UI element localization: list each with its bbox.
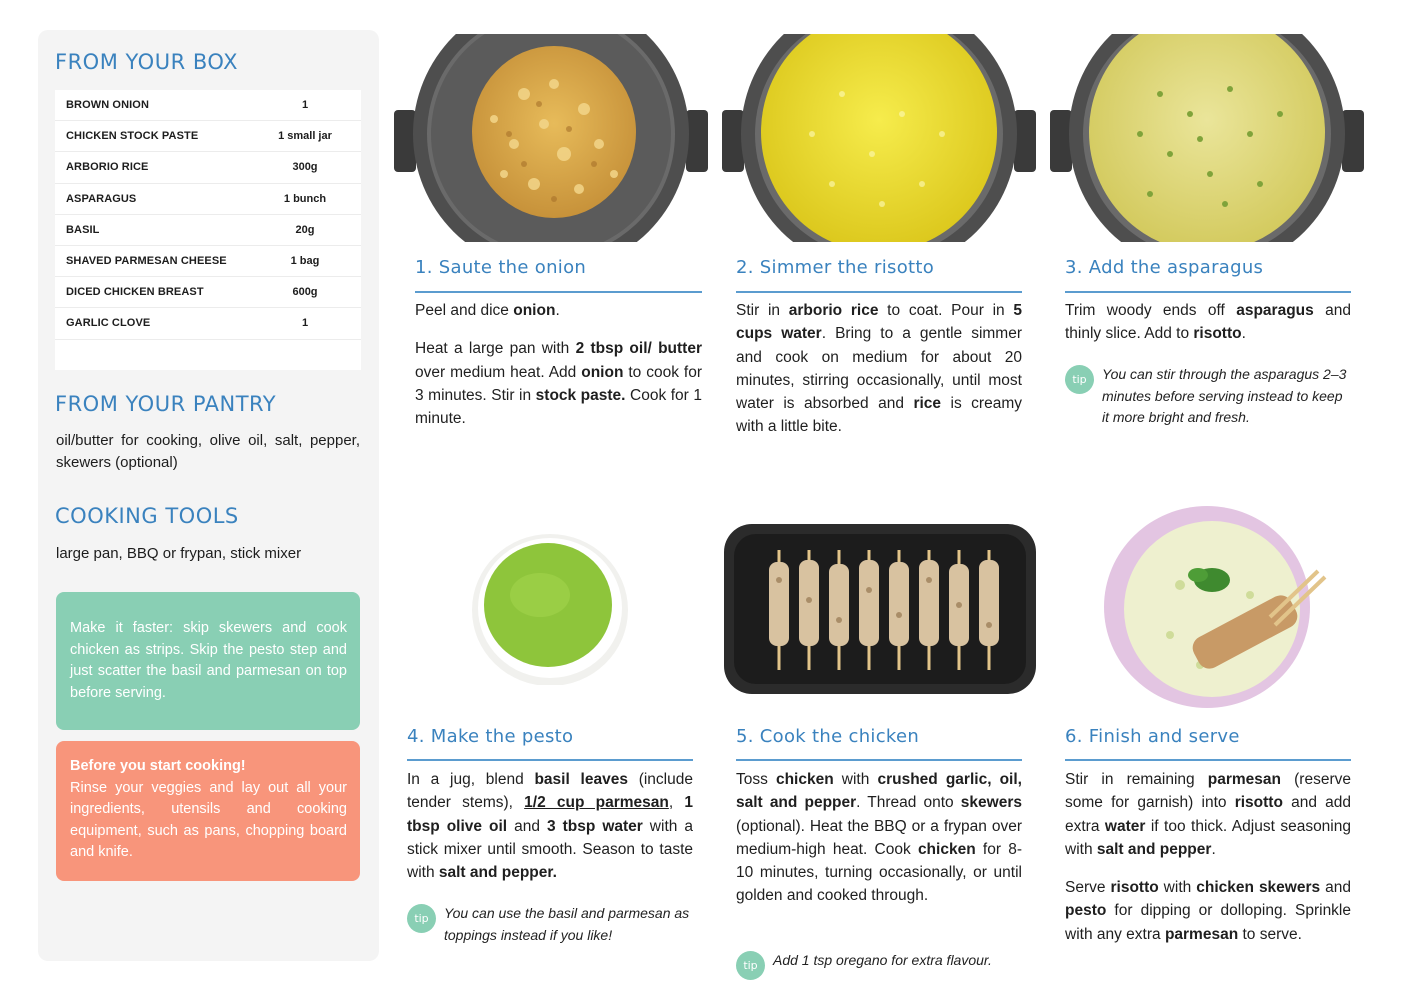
- table-row: [55, 121, 361, 152]
- risotto-simmer-photo: [722, 34, 1036, 242]
- step-4-tip: [407, 903, 697, 946]
- table-row: [55, 215, 361, 246]
- ingredient-name: ARBORIO RICE: [66, 161, 149, 174]
- cooking-tools-text: large pan, BBQ or frypan, stick mixer: [56, 545, 302, 562]
- step-5-text: [736, 768, 1022, 908]
- step-6-divider: [1065, 759, 1351, 761]
- pantry-text: oil/butter for cooking, olive oil, salt, pepper, skewers (optional): [56, 432, 360, 471]
- step-3-text: [1065, 299, 1351, 346]
- step-1-paragraph-1: Peel and dice onion.: [415, 302, 560, 319]
- table-row: [55, 246, 361, 277]
- ingredient-qty: 1: [301, 99, 309, 112]
- step-6-title: 6. Finish and serve: [1065, 726, 1240, 747]
- chicken-skewers-photo: [724, 520, 1036, 698]
- step-4-divider: [407, 759, 693, 761]
- finished-dish-photo: [1100, 505, 1330, 710]
- ingredient-name: BASIL: [66, 223, 100, 236]
- step-3-paragraph-1: Trim woody ends off asparagus and thinly slice. Add to risotto.: [1065, 302, 1351, 343]
- step-5-divider: [736, 759, 1022, 761]
- ingredients-table: [55, 90, 361, 370]
- tip-badge-icon: tip: [1065, 365, 1094, 394]
- step-4-title: 4. Make the pesto: [407, 726, 574, 747]
- step-2-text: [736, 299, 1022, 439]
- ingredient-qty: 20g: [295, 223, 315, 236]
- step-1-title: 1. Saute the onion: [415, 257, 587, 278]
- from-your-box-title: FROM YOUR BOX: [55, 50, 238, 74]
- step-3-tip-text: You can stir through the asparagus 2–3 minutes before serving instead to keep it more bright and fresh.: [1102, 366, 1347, 425]
- ingredient-name: DICED CHICKEN BREAST: [66, 286, 204, 299]
- table-row: [55, 184, 361, 215]
- ingredients-sidebar: [38, 30, 379, 961]
- step-2-divider: [736, 291, 1022, 293]
- step-5-title: 5. Cook the chicken: [736, 726, 920, 747]
- before-you-start-heading: Before you start cooking!: [70, 758, 246, 774]
- step-4-paragraph-1: In a jug, blend basil leaves (include tender stems), 1/2 cup parmesan, 1 tbsp olive oil and 3 tbsp water with a stick mixer until smooth. Season to taste with salt and pepper.: [407, 771, 693, 882]
- ingredient-name: BROWN ONION: [66, 99, 149, 112]
- ingredient-qty: 300g: [292, 161, 318, 174]
- step-5-tip-text: Add 1 tsp oregano for extra flavour.: [773, 952, 992, 968]
- step-6-paragraph-1: Stir in remaining parmesan (reserve some for garnish) into risotto and add extra water if too thick. Adjust seasoning with salt and pepper.: [1065, 771, 1351, 858]
- pesto-bowl-photo: [470, 530, 630, 685]
- ingredient-name: GARLIC CLOVE: [66, 317, 151, 330]
- step-3-title: 3. Add the asparagus: [1065, 257, 1264, 278]
- ingredient-qty: 1 bag: [290, 255, 320, 268]
- step-5-tip: [736, 950, 1026, 980]
- step-3-divider: [1065, 291, 1351, 293]
- step-6-text: [1065, 768, 1351, 946]
- before-you-start-text: Rinse your veggies and lay out all your ingredients, utensils and cooking equipment, such as pans, chopping board and knife.: [70, 779, 347, 860]
- table-row-empty: [55, 340, 361, 371]
- ingredient-qty: 1 small jar: [278, 130, 332, 143]
- tip-badge-icon: tip: [736, 951, 765, 980]
- step-2-paragraph-1: Stir in arborio rice to coat. Pour in 5 cups water. Bring to a gentle simmer and cook on medium for about 20 minutes, stirring occasionally, until most water is absorbed and rice is creamy with a little bite.: [736, 302, 1022, 436]
- ingredient-name: SHAVED PARMESAN CHEESE: [66, 255, 227, 268]
- make-it-faster-note: [56, 592, 360, 730]
- table-row: [55, 277, 361, 308]
- from-your-pantry-title: FROM YOUR PANTRY: [55, 392, 277, 416]
- before-you-start-note: [56, 741, 360, 881]
- step-6-paragraph-2: Serve risotto with chicken skewers and pesto for dipping or dolloping. Sprinkle with any extra parmesan to serve.: [1065, 879, 1351, 943]
- cooking-tools-title: COOKING TOOLS: [55, 504, 239, 528]
- table-row: [55, 308, 361, 339]
- tip-badge-icon: tip: [407, 904, 436, 933]
- make-it-faster-text: Make it faster: skip skewers and cook chicken as strips. Skip the pesto step and just scatter the basil and parmesan on top before serving.: [70, 620, 347, 701]
- ingredient-name: CHICKEN STOCK PASTE: [66, 130, 199, 143]
- table-row: [55, 90, 361, 121]
- ingredient-qty: 1: [301, 317, 309, 330]
- ingredient-qty: 1 bunch: [283, 192, 327, 205]
- step-3-tip: [1065, 364, 1351, 429]
- step-5-paragraph-1: Toss chicken with crushed garlic, oil, salt and pepper. Thread onto skewers (optional). Heat the BBQ or a frypan over medium-high heat. Cook chicken for 8-10 minutes, turning occasionally, or until golden and cooked through.: [736, 771, 1022, 905]
- step-4-text: [407, 768, 693, 884]
- step-2-title: 2. Simmer the risotto: [736, 257, 935, 278]
- ingredient-qty: 600g: [292, 286, 318, 299]
- step-1-divider: [415, 291, 702, 293]
- table-row: [55, 152, 361, 183]
- step-1-text: [415, 299, 702, 430]
- onion-pan-photo: [394, 34, 708, 242]
- step-4-tip-text: You can use the basil and parmesan as toppings instead if you like!: [444, 905, 690, 943]
- step-1-paragraph-2: Heat a large pan with 2 tbsp oil/ butter over medium heat. Add onion to cook for 3 minutes. Stir in stock paste. Cook for 1 minute.: [415, 340, 702, 428]
- asparagus-risotto-photo: [1050, 34, 1364, 242]
- ingredient-name: ASPARAGUS: [66, 192, 137, 205]
